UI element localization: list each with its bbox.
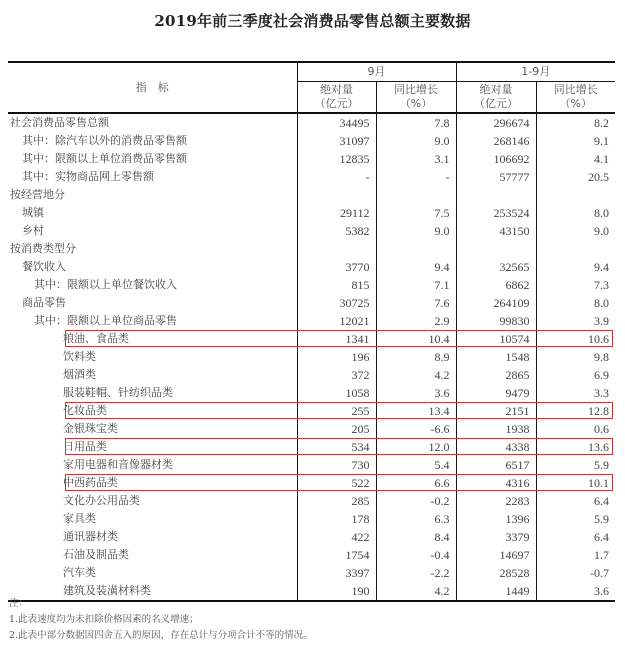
ytd-yoy-cell: [536, 240, 615, 258]
sep-abs-cell: [297, 240, 376, 258]
ytd-yoy-cell: 13.6: [536, 438, 615, 456]
row-label: 其中：限额以上单位消费品零售额: [22, 152, 187, 165]
sep-yoy-cell: -0.4: [376, 546, 456, 564]
sep-abs-cell: 31097: [297, 132, 376, 150]
ytd-yoy-cell: 3.9: [536, 312, 615, 330]
sep-abs-cell: 12021: [297, 312, 376, 330]
ytd-yoy-cell: 1.7: [536, 546, 615, 564]
sep-abs-cell: 730: [297, 456, 376, 474]
row-label: 汽车类: [63, 566, 96, 579]
sep-abs-cell: 5382: [297, 222, 376, 240]
row-label: 社会消费品零售总额: [10, 116, 109, 129]
sep-abs-cell: 285: [297, 492, 376, 510]
table-row: [8, 528, 615, 546]
ytd-yoy-cell: 8.2: [536, 113, 615, 132]
ytd-abs-cell: 2865: [456, 366, 536, 384]
table-row: [8, 276, 615, 294]
table-row: [8, 366, 615, 384]
sep-yoy-cell: 5.4: [376, 456, 456, 474]
ytd-abs-cell: 28528: [456, 564, 536, 582]
table-row: [8, 150, 615, 168]
row-label: 其中：限额以上单位餐饮收入: [34, 278, 177, 291]
sep-yoy-cell: 7.1: [376, 276, 456, 294]
sep-yoy-cell: 9.0: [376, 222, 456, 240]
table-row: [8, 222, 615, 240]
ytd-abs-cell: 10574: [456, 330, 536, 348]
ytd-yoy-cell: 9.4: [536, 258, 615, 276]
ytd-abs-cell: 6862: [456, 276, 536, 294]
ytd-abs-cell: 6517: [456, 456, 536, 474]
row-label: 饮料类: [63, 350, 96, 363]
row-label: 服装鞋帽、针纺织品类: [63, 386, 173, 399]
table-row: [8, 204, 615, 222]
table-row: [8, 240, 615, 258]
sep-abs-cell: 205: [297, 420, 376, 438]
sep-yoy-cell: 2.9: [376, 312, 456, 330]
sep-yoy-cell: 8.4: [376, 528, 456, 546]
table-row: [8, 564, 615, 582]
ytd-yoy-cell: 0.6: [536, 420, 615, 438]
ytd-abs-cell: 4338: [456, 438, 536, 456]
table-row: [8, 330, 615, 348]
row-label: 烟酒类: [63, 368, 96, 381]
table-row: [8, 420, 615, 438]
sep-abs-cell: 1754: [297, 546, 376, 564]
row-label: 石油及制品类: [63, 548, 129, 561]
ytd-yoy-header: 同比增长 （%）: [536, 82, 615, 114]
row-label: 其中：除汽车以外的消费品零售额: [22, 134, 187, 147]
table-row: [8, 384, 615, 402]
table-row: [8, 402, 615, 420]
ytd-abs-cell: 43150: [456, 222, 536, 240]
ytd-group-header: 1-9月: [456, 62, 615, 82]
row-label: 家具类: [63, 512, 96, 525]
ytd-yoy-cell: 5.9: [536, 510, 615, 528]
ytd-abs-cell: 1938: [456, 420, 536, 438]
sep-yoy-cell: -0.2: [376, 492, 456, 510]
sep-yoy-cell: 7.8: [376, 113, 456, 132]
indicator-header: 指 标: [8, 62, 297, 113]
ytd-abs-cell: 14697: [456, 546, 536, 564]
sep-yoy-cell: 3.1: [376, 150, 456, 168]
table-row: [8, 132, 615, 150]
table-row: [8, 312, 615, 330]
row-label: 乡村: [22, 224, 44, 237]
ytd-abs-cell: 3379: [456, 528, 536, 546]
table-row: [8, 168, 615, 186]
sep-yoy-cell: 4.2: [376, 582, 456, 601]
row-label: 按经营地分: [10, 188, 65, 201]
ytd-yoy-cell: 3.6: [536, 582, 615, 601]
ytd-yoy-cell: 12.8: [536, 402, 615, 420]
row-label: 文化办公用品类: [63, 494, 140, 507]
ytd-abs-cell: [456, 186, 536, 204]
ytd-yoy-cell: 8.0: [536, 204, 615, 222]
sep-abs-cell: 372: [297, 366, 376, 384]
footnotes: [9, 596, 313, 644]
row-label: 通讯器材类: [63, 530, 118, 543]
row-label: 其中：实物商品网上零售额: [22, 170, 154, 183]
table-row: [8, 456, 615, 474]
ytd-abs-cell: 57777: [456, 168, 536, 186]
ytd-yoy-cell: 8.0: [536, 294, 615, 312]
sep-abs-cell: [297, 186, 376, 204]
page-title: 2019年前三季度社会消费品零售总额主要数据: [154, 12, 471, 30]
table-row: [8, 492, 615, 510]
sep-yoy-cell: 13.4: [376, 402, 456, 420]
row-label: 中西药品类: [63, 476, 118, 489]
sep-abs-cell: 534: [297, 438, 376, 456]
ytd-abs-cell: 2283: [456, 492, 536, 510]
ytd-abs-cell: 4316: [456, 474, 536, 492]
table-row: [8, 294, 615, 312]
table-row: [8, 186, 615, 204]
sep-abs-cell: 1341: [297, 330, 376, 348]
table-row: [8, 348, 615, 366]
sep-abs-cell: 196: [297, 348, 376, 366]
ytd-yoy-cell: [536, 186, 615, 204]
sep-yoy-cell: 9.0: [376, 132, 456, 150]
sep-yoy-cell: 8.9: [376, 348, 456, 366]
ytd-abs-cell: 2151: [456, 402, 536, 420]
sep-yoy-cell: 10.4: [376, 330, 456, 348]
row-label: 商品零售: [22, 296, 66, 309]
sep-abs-cell: 34495: [297, 113, 376, 132]
ytd-abs-cell: 1548: [456, 348, 536, 366]
ytd-yoy-cell: 20.5: [536, 168, 615, 186]
sep-yoy-header: 同比增长 （%）: [376, 82, 456, 114]
ytd-abs-cell: 253524: [456, 204, 536, 222]
sep-abs-cell: 815: [297, 276, 376, 294]
ytd-yoy-cell: 6.9: [536, 366, 615, 384]
sep-yoy-cell: 12.0: [376, 438, 456, 456]
sep-yoy-cell: [376, 240, 456, 258]
table-row: [8, 510, 615, 528]
sep-abs-cell: 422: [297, 528, 376, 546]
ytd-abs-cell: 106692: [456, 150, 536, 168]
ytd-yoy-cell: 9.8: [536, 348, 615, 366]
ytd-yoy-cell: -0.7: [536, 564, 615, 582]
ytd-abs-cell: 268146: [456, 132, 536, 150]
sep-yoy-cell: 7.6: [376, 294, 456, 312]
sep-abs-cell: 30725: [297, 294, 376, 312]
ytd-yoy-cell: 4.1: [536, 150, 615, 168]
sep-abs-cell: 190: [297, 582, 376, 601]
row-label: 建筑及装潢材料类: [8, 582, 297, 601]
table-row: [8, 258, 615, 276]
row-label: 其中：限额以上单位商品零售: [34, 314, 177, 327]
row-label: 城镇: [22, 206, 44, 219]
table-row: [8, 438, 615, 456]
ytd-abs-cell: 9479: [456, 384, 536, 402]
ytd-yoy-cell: 10.6: [536, 330, 615, 348]
ytd-abs-cell: 296674: [456, 113, 536, 132]
sep-abs-header: 绝对量 （亿元）: [297, 82, 376, 114]
sep-yoy-cell: 3.6: [376, 384, 456, 402]
sep-abs-cell: 1058: [297, 384, 376, 402]
ytd-yoy-cell: 9.0: [536, 222, 615, 240]
ytd-abs-cell: 264109: [456, 294, 536, 312]
sep-yoy-cell: -2.2: [376, 564, 456, 582]
row-label: 粮油、食品类: [63, 332, 129, 345]
row-label: 按消费类型分: [10, 242, 76, 255]
ytd-yoy-cell: 5.9: [536, 456, 615, 474]
ytd-yoy-cell: 3.3: [536, 384, 615, 402]
row-label: 日用品类: [63, 440, 107, 453]
row-label: 金银珠宝类: [63, 422, 118, 435]
sep-abs-cell: -: [297, 168, 376, 186]
ytd-abs-header: 绝对量 （亿元）: [456, 82, 536, 114]
sep-abs-cell: 29112: [297, 204, 376, 222]
ytd-abs-cell: 1449: [456, 582, 536, 601]
retail-sales-table: [8, 61, 615, 602]
september-group-header: 9月: [297, 62, 456, 82]
ytd-yoy-cell: 9.1: [536, 132, 615, 150]
table-header: [8, 62, 615, 113]
ytd-yoy-cell: 7.3: [536, 276, 615, 294]
sep-yoy-cell: 6.6: [376, 474, 456, 492]
sep-yoy-cell: -6.6: [376, 420, 456, 438]
sep-abs-cell: 522: [297, 474, 376, 492]
note-item: 1.此表速度均为未扣除价格因素的名义增速；: [9, 614, 199, 625]
sep-yoy-cell: 4.2: [376, 366, 456, 384]
sep-yoy-cell: 9.4: [376, 258, 456, 276]
notes-heading: 注：: [9, 598, 29, 609]
sep-abs-cell: 255: [297, 402, 376, 420]
sep-yoy-cell: -: [376, 168, 456, 186]
sep-yoy-cell: 7.5: [376, 204, 456, 222]
table-row: [8, 546, 615, 564]
sep-abs-cell: 12835: [297, 150, 376, 168]
note-item: 2.此表中部分数据因四舍五入的原因，存在总计与分项合计不等的情况。: [9, 630, 313, 641]
table-row: [8, 474, 615, 492]
sep-abs-cell: 178: [297, 510, 376, 528]
row-label: 餐饮收入: [22, 260, 66, 273]
ytd-abs-cell: 32565: [456, 258, 536, 276]
sep-abs-cell: 3770: [297, 258, 376, 276]
sep-yoy-cell: 6.3: [376, 510, 456, 528]
ytd-abs-cell: 1396: [456, 510, 536, 528]
ytd-yoy-cell: 6.4: [536, 492, 615, 510]
ytd-yoy-cell: 10.1: [536, 474, 615, 492]
row-label: 化妆品类: [63, 404, 107, 417]
row-label: 家用电器和音像器材类: [63, 458, 173, 471]
ytd-yoy-cell: 6.4: [536, 528, 615, 546]
table-body: [8, 113, 615, 601]
ytd-abs-cell: [456, 240, 536, 258]
ytd-abs-cell: 99830: [456, 312, 536, 330]
sep-yoy-cell: [376, 186, 456, 204]
table-row: [8, 113, 615, 132]
sep-abs-cell: 3397: [297, 564, 376, 582]
